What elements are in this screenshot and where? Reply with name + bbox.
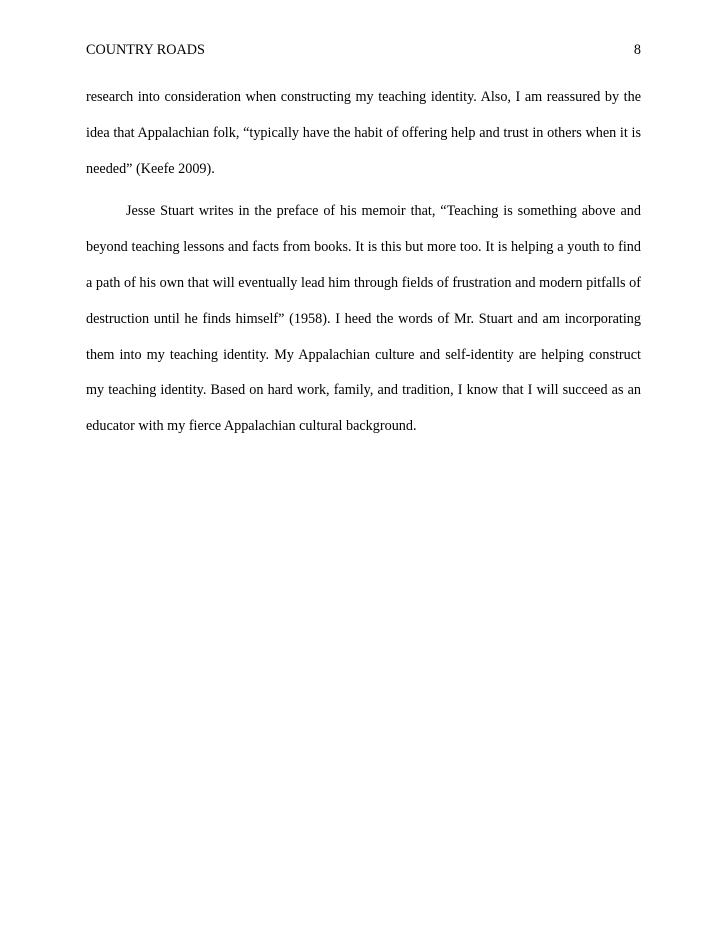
page-number: 8 <box>633 42 641 58</box>
running-head-title: COUNTRY ROADS <box>86 42 205 58</box>
paragraph-stuart-quote: Jesse Stuart writes in the preface of his memoir that, “Teaching is something above and beyond teaching lessons and facts from books. It is this but more too. It is helping a youth to find a path of his own that will eventually lead him through fields of frustration and modern pitfalls of destruction until he finds himself” (1958). I heed the words of Mr. Stuart and am incorporating them into my teaching identity. My Appalachian culture and self-identity are helping construct my teaching identity. Based on hard work, family, and tradition, I know that I will succeed as an educator with my fierce Appalachian cultural background. <box>86 203 641 435</box>
body-text <box>86 80 641 445</box>
running-head <box>86 40 641 60</box>
paragraph-continuation: research into consideration when constructing my teaching identity. Also, I am reassured by the idea that Appalachian folk, “typically have the habit of offering help and trust in others when it is needed” (Keefe 2009). <box>86 89 641 177</box>
